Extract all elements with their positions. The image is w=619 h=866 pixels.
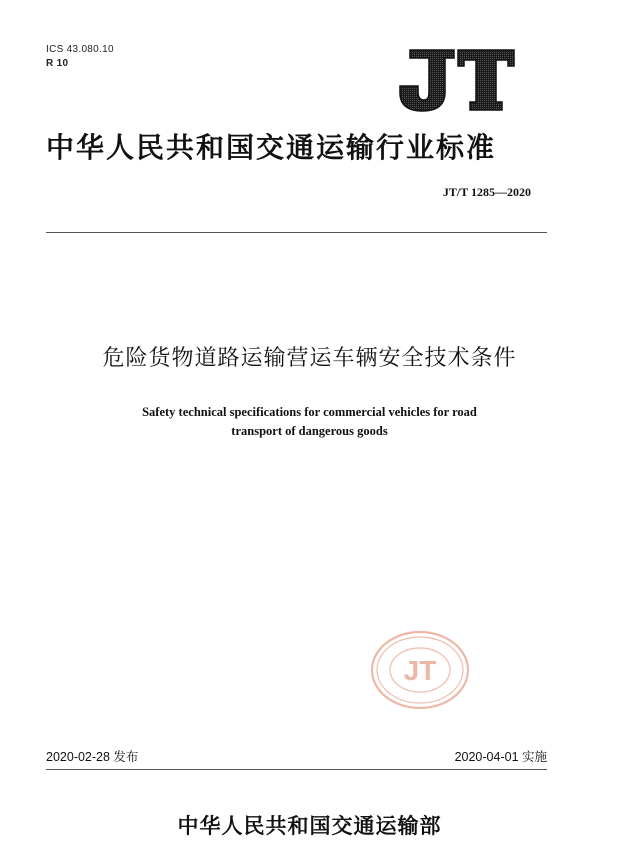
ccs-code: R 10 — [46, 58, 69, 69]
publisher-name: 中华人民共和国交通运输部 — [177, 813, 442, 838]
bottom-divider — [46, 769, 547, 770]
ics-classification — [46, 43, 114, 71]
svg-text:JT: JT — [403, 655, 437, 686]
standard-number: JT/T 1285—2020 — [442, 185, 531, 199]
issue-date: 2020-02-28 发布 — [46, 750, 139, 764]
document-title-cn: 危险货物道路运输营运车辆安全技术条件 — [102, 346, 517, 371]
document-title-en — [0, 403, 619, 441]
jt-seal-icon — [370, 630, 470, 710]
jt-logo-icon — [398, 48, 516, 112]
implementation-date: 2020-04-01 实施 — [454, 750, 547, 764]
top-divider — [46, 232, 547, 233]
document-title-en-line1: Safety technical specifications for commercial vehicles for road — [142, 405, 477, 419]
standard-category-title: 中华人民共和国交通运输行业标准 — [46, 131, 497, 164]
document-title-en-line2: transport of dangerous goods — [231, 424, 388, 438]
ics-code: ICS 43.080.10 — [46, 44, 114, 55]
